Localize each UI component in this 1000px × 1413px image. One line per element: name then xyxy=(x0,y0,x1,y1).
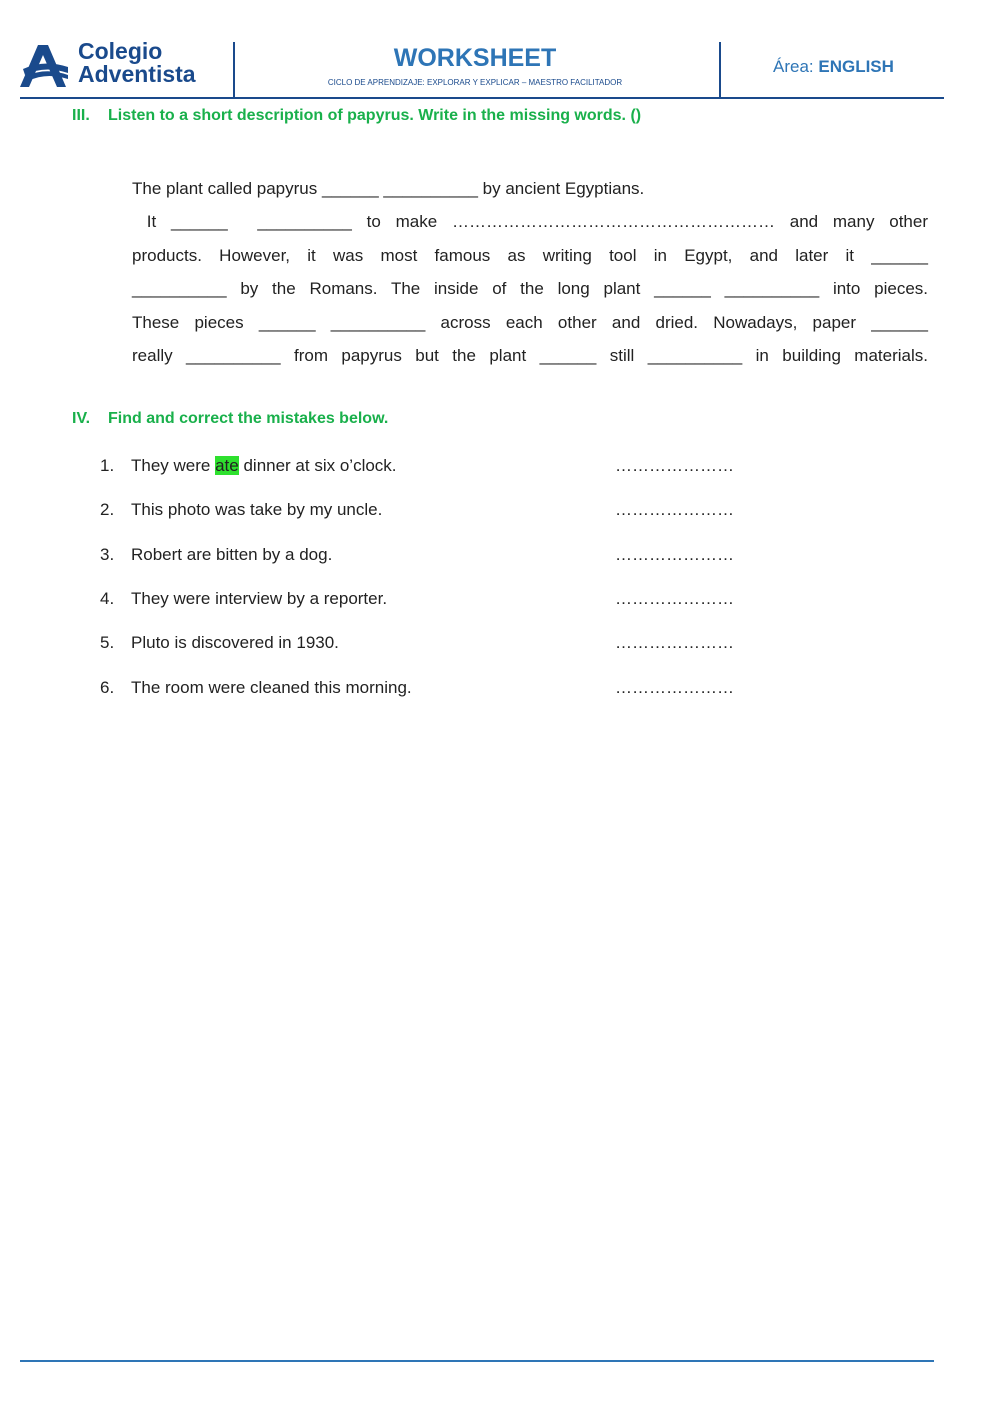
paragraph-line: really __________ from papyrus but the plant ______ still __________ in building materials. xyxy=(132,346,928,366)
answer-blank-4[interactable]: ………………… xyxy=(615,589,734,608)
mistake-item-6 xyxy=(100,678,412,698)
mistake-item-5 xyxy=(100,633,339,653)
subject-area-value: ENGLISH xyxy=(818,57,894,76)
answer-blank-1[interactable]: ………………… xyxy=(615,456,734,475)
header-divider-left xyxy=(233,42,235,97)
paragraph-line: __________ by the Romans. The inside of the long plant ______ __________ into pieces. xyxy=(132,279,928,299)
header-divider-right xyxy=(719,42,721,98)
item-number: 6. xyxy=(100,678,115,697)
section-4-title: Find and correct the mistakes below. xyxy=(108,410,389,427)
item-text: The room were cleaned this morning. xyxy=(131,678,412,697)
paragraph-line: It ______ __________ to make ………………………………………………… and many other xyxy=(132,212,928,232)
footer-rule xyxy=(20,1360,934,1362)
item-text-after: dinner at six o’clock. xyxy=(238,456,397,475)
school-name-line1: Colegio xyxy=(78,38,163,64)
answer-blank-2[interactable]: ………………… xyxy=(615,500,734,519)
item-number: 2. xyxy=(100,500,115,519)
worksheet-title: WORKSHEET xyxy=(393,44,557,72)
item-text: Pluto is discovered in 1930. xyxy=(131,633,339,652)
item-number: 1. xyxy=(100,456,115,475)
header-rule xyxy=(20,97,944,99)
subject-area-label: Área: xyxy=(773,57,819,76)
mistake-item-1 xyxy=(100,456,397,476)
answer-blank-5[interactable]: ………………… xyxy=(615,633,734,652)
school-logo-icon xyxy=(20,43,68,87)
section-4-number: IV. xyxy=(72,410,91,427)
school-name-line2: Adventista xyxy=(78,61,196,87)
header-title-block xyxy=(300,44,650,87)
subject-area xyxy=(773,57,894,77)
item-text: They were xyxy=(131,456,216,475)
section-4-heading xyxy=(72,410,388,428)
item-highlight: ate xyxy=(215,456,239,475)
answer-blank-6[interactable]: ………………… xyxy=(615,678,734,697)
mistake-item-2 xyxy=(100,500,382,520)
item-text: Robert are bitten by a dog. xyxy=(131,545,333,564)
item-text: They were interview by a reporter. xyxy=(131,589,388,608)
mistake-item-3 xyxy=(100,545,332,565)
mistake-item-4 xyxy=(100,589,387,609)
school-logo xyxy=(20,40,235,90)
worksheet-subtitle: CICLO DE APRENDIZAJE: EXPLORAR Y EXPLICAR – MAESTRO FACILITADOR xyxy=(327,78,623,87)
papyrus-paragraph xyxy=(132,172,928,372)
item-number: 5. xyxy=(100,633,115,652)
item-number: 3. xyxy=(100,545,115,564)
paragraph-line: These pieces ______ __________ across each other and dried. Nowadays, paper ______ xyxy=(132,312,928,332)
item-text: This photo was take by my uncle. xyxy=(131,500,383,519)
section-3-heading xyxy=(72,107,641,125)
school-name xyxy=(78,40,196,86)
item-number: 4. xyxy=(100,589,115,608)
paragraph-line: The plant called papyrus ______ __________ by ancient Egyptians. xyxy=(132,179,645,198)
paragraph-line: products. However, it was most famous as writing tool in Egypt, and later it ______ xyxy=(132,245,928,265)
answer-blank-3[interactable]: ………………… xyxy=(615,545,734,564)
section-3-number: III. xyxy=(72,107,90,124)
section-3-title: Listen to a short description of papyrus. Write in the missing words. () xyxy=(108,107,642,124)
